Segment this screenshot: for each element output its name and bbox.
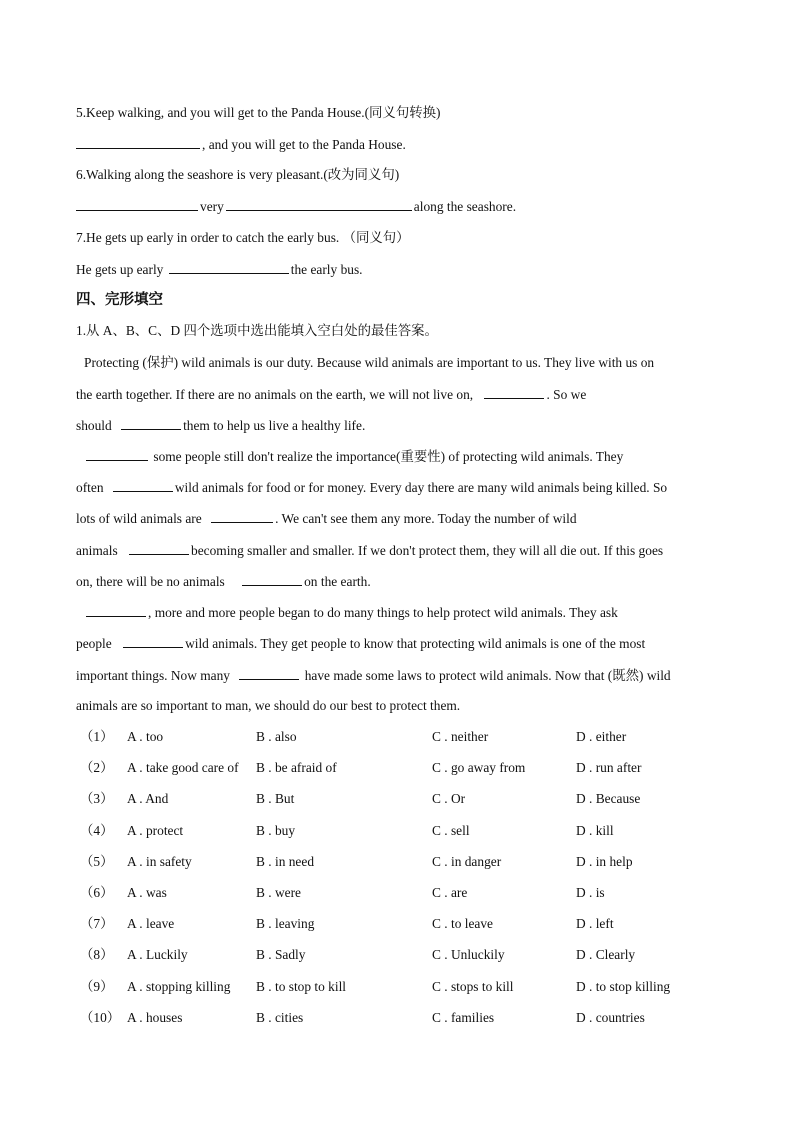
passage-line bbox=[86, 603, 724, 622]
question-number: （10） bbox=[80, 1009, 121, 1025]
option-b[interactable]: B . were bbox=[256, 885, 301, 900]
cloze-blank-8[interactable] bbox=[86, 603, 146, 617]
option-a[interactable]: A . Luckily bbox=[127, 947, 188, 963]
option-d[interactable]: D . to stop killing bbox=[576, 978, 671, 994]
q5-answer-rest: , and you will get to the Panda House. bbox=[202, 137, 406, 152]
option-a[interactable]: A . protect bbox=[127, 822, 184, 838]
option-c[interactable]: C . Or bbox=[432, 791, 466, 807]
cloze-blank-9[interactable] bbox=[123, 634, 183, 648]
option-d[interactable]: D . countries bbox=[576, 1009, 645, 1025]
passage-text: becoming smaller and smaller. If we don't protect them, they will all die out. If this goes bbox=[191, 543, 664, 558]
passage-line bbox=[76, 416, 724, 435]
q6-answer-line bbox=[76, 197, 724, 216]
option-d[interactable]: D . left bbox=[576, 916, 614, 932]
option-a[interactable]: A . in safety bbox=[127, 853, 192, 869]
passage-line: animals are so important to man, we should do our best to protect them. bbox=[76, 698, 461, 713]
cloze-blank-2[interactable] bbox=[121, 416, 181, 430]
option-d[interactable]: D . Clearly bbox=[576, 947, 636, 963]
passage-text: wild animals for food or for money. Every day there are many wild animals being killed. So bbox=[174, 480, 668, 495]
section-instruction: 1.从 A、B、C、D 四个选项中选出能填入空白处的最佳答案。 bbox=[76, 323, 438, 338]
question-number: （4） bbox=[80, 822, 114, 838]
passage-text: wild animals. They get people to know that protecting wild animals is one of the most bbox=[185, 636, 646, 651]
option-a[interactable]: A . was bbox=[127, 885, 167, 900]
passage-line: Protecting (保护) wild animals is our duty. Because wild animals are important to us. They live with us on bbox=[84, 355, 655, 370]
option-row bbox=[76, 915, 736, 933]
q7-head: He gets up early bbox=[76, 262, 164, 277]
option-a[interactable]: A . too bbox=[127, 729, 164, 744]
question-number: （1） bbox=[80, 729, 114, 744]
passage-text: animals bbox=[76, 543, 118, 558]
q5-answer-line bbox=[76, 135, 724, 154]
option-a[interactable]: A . leave bbox=[127, 916, 175, 932]
q7-answer-line bbox=[76, 260, 724, 279]
option-a[interactable]: A . take good care of bbox=[127, 760, 239, 776]
passage-text: , more and more people began to do many things to help protect wild animals. They ask bbox=[148, 605, 618, 620]
option-c[interactable]: C . Unluckily bbox=[432, 947, 505, 963]
passage-text: . We can't see them any more. Today the number of wild bbox=[275, 511, 577, 526]
passage-line bbox=[76, 572, 724, 591]
option-c[interactable]: C . are bbox=[432, 885, 468, 900]
passage-line bbox=[86, 447, 724, 466]
option-a[interactable]: A . houses bbox=[127, 1009, 183, 1025]
option-d[interactable]: D . in help bbox=[576, 853, 633, 869]
option-row bbox=[76, 822, 736, 840]
section-heading: 四、完形填空 bbox=[76, 292, 163, 308]
cloze-blank-3[interactable] bbox=[86, 447, 148, 461]
option-a[interactable]: A . stopping killing bbox=[127, 978, 231, 994]
answer-blank[interactable] bbox=[76, 135, 200, 149]
option-row bbox=[76, 728, 736, 746]
option-b[interactable]: B . be afraid of bbox=[256, 760, 337, 776]
question-number: （5） bbox=[80, 853, 114, 869]
passage-text: some people still don't realize the importance(重要性) of protecting wild animals. They bbox=[153, 449, 624, 464]
passage-line bbox=[76, 541, 724, 560]
passage-line bbox=[76, 666, 724, 685]
option-b[interactable]: B . Sadly bbox=[256, 947, 306, 963]
passage-text: the earth together. If there are no animals on the earth, we will not live on, bbox=[76, 387, 474, 402]
answer-blank[interactable] bbox=[169, 260, 289, 274]
passage-line bbox=[76, 478, 724, 497]
option-row bbox=[76, 884, 736, 902]
q6-mid: very bbox=[200, 199, 224, 214]
option-b[interactable]: B . also bbox=[256, 729, 297, 744]
option-c[interactable]: C . go away from bbox=[432, 760, 526, 776]
option-b[interactable]: B . buy bbox=[256, 822, 296, 838]
passage-text: have made some laws to protect wild animals. Now that (既然) wild bbox=[304, 668, 671, 683]
question-number: （2） bbox=[80, 760, 114, 776]
passage-text: important things. Now many bbox=[76, 668, 230, 683]
q6-tail: along the seashore. bbox=[413, 199, 517, 214]
option-c[interactable]: C . to leave bbox=[432, 916, 493, 932]
q7-tail: the early bus. bbox=[290, 262, 363, 277]
answer-blank[interactable] bbox=[76, 197, 198, 211]
passage-text: them to help us live a healthy life. bbox=[183, 418, 366, 433]
cloze-blank-4[interactable] bbox=[113, 478, 173, 492]
passage-text: people bbox=[76, 636, 112, 651]
option-d[interactable]: D . kill bbox=[576, 822, 614, 838]
q7-prompt: 7.He gets up early in order to catch the early bus. （同义句） bbox=[76, 230, 410, 245]
cloze-blank-1[interactable] bbox=[484, 385, 544, 399]
option-b[interactable]: B . cities bbox=[256, 1009, 304, 1025]
q6-prompt: 6.Walking along the seashore is very pleasant.(改为同义句) bbox=[76, 167, 400, 182]
option-c[interactable]: C . neither bbox=[432, 729, 489, 744]
passage-text: on the earth. bbox=[304, 574, 371, 589]
option-c[interactable]: C . sell bbox=[432, 822, 470, 838]
option-row bbox=[76, 1009, 736, 1027]
q5-prompt: 5.Keep walking, and you will get to the Panda House.(同义句转换) bbox=[76, 105, 441, 120]
question-number: （8） bbox=[80, 947, 114, 963]
question-number: （9） bbox=[80, 978, 114, 994]
option-c[interactable]: C . in danger bbox=[432, 853, 502, 869]
question-number: （3） bbox=[80, 791, 114, 807]
option-b[interactable]: B . leaving bbox=[256, 916, 315, 932]
option-c[interactable]: C . families bbox=[432, 1009, 495, 1025]
cloze-blank-5[interactable] bbox=[211, 509, 273, 523]
option-d[interactable]: D . run after bbox=[576, 760, 642, 776]
option-row bbox=[76, 946, 736, 964]
cloze-blank-7[interactable] bbox=[242, 572, 302, 586]
cloze-blank-6[interactable] bbox=[129, 541, 189, 555]
option-b[interactable]: B . in need bbox=[256, 853, 315, 869]
question-number: （6） bbox=[80, 885, 114, 900]
passage-line bbox=[76, 634, 724, 653]
option-b[interactable]: B . But bbox=[256, 791, 295, 807]
option-row bbox=[76, 790, 736, 808]
option-d[interactable]: D . Because bbox=[576, 791, 641, 807]
passage-text: should bbox=[76, 418, 112, 433]
cloze-blank-10[interactable] bbox=[239, 666, 299, 680]
option-row bbox=[76, 853, 736, 871]
passage-text: lots of wild animals are bbox=[76, 511, 202, 526]
option-b[interactable]: B . to stop to kill bbox=[256, 978, 347, 994]
option-a[interactable]: A . And bbox=[127, 791, 169, 807]
option-d[interactable]: D . either bbox=[576, 729, 627, 744]
option-row bbox=[76, 978, 736, 996]
option-d[interactable]: D . is bbox=[576, 885, 605, 900]
passage-line bbox=[76, 385, 724, 404]
passage-text: on, there will be no animals bbox=[76, 574, 225, 589]
passage-line bbox=[76, 509, 724, 528]
passage-text: often bbox=[76, 480, 104, 495]
passage-text: . So we bbox=[546, 387, 587, 402]
question-number: （7） bbox=[80, 916, 114, 932]
answer-blank[interactable] bbox=[226, 197, 412, 211]
option-row bbox=[76, 759, 736, 777]
option-c[interactable]: C . stops to kill bbox=[432, 978, 514, 994]
